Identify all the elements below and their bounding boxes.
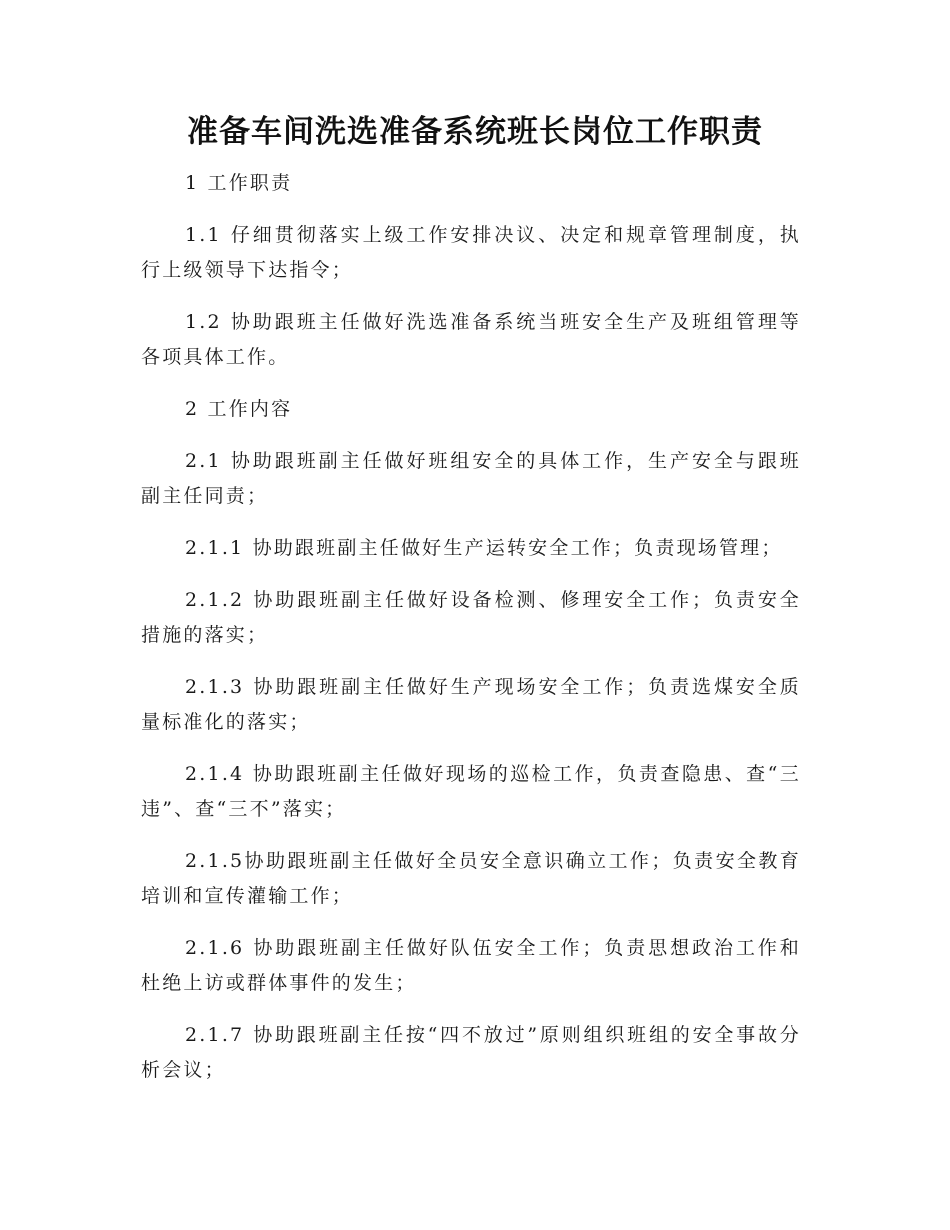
- paragraph-1-2: 1.2 协助跟班主任做好洗选准备系统当班安全生产及班组管理等各项具体工作。: [141, 311, 801, 368]
- paragraph-2-1-7: 2.1.7 协助跟班副主任按“四不放过”原则组织班组的安全事故分析会议；: [141, 1024, 801, 1081]
- paragraph-2-1-1: 2.1.1 协助跟班副主任做好生产运转安全工作；负责现场管理；: [185, 537, 783, 559]
- paragraph-2-1-4: 2.1.4 协助跟班副主任做好现场的巡检工作，负责查隐患、查“三违”、查“三不”落实；: [141, 763, 801, 820]
- paragraph-2-1-2: 2.1.2 协助跟班副主任做好设备检测、修理安全工作；负责安全措施的落实；: [141, 589, 801, 646]
- document-title: 准备车间洗选准备系统班长岗位工作职责: [187, 114, 763, 150]
- document-body: [141, 166, 801, 1105]
- paragraph-1-1: 1.1 仔细贯彻落实上级工作安排决议、决定和规章管理制度，执行上级领导下达指令；: [141, 224, 801, 281]
- paragraph-2-1-5: 2.1.5协助跟班副主任做好全员安全意识确立工作；负责安全教育培训和宣传灌输工作；: [141, 850, 801, 907]
- paragraph-2-1-3: 2.1.3 协助跟班副主任做好生产现场安全工作；负责选煤安全质量标准化的落实；: [141, 676, 801, 733]
- paragraph-2-1: 2.1 协助跟班副主任做好班组安全的具体工作，生产安全与跟班副主任同责；: [141, 450, 801, 507]
- section-heading-2: 2 工作内容: [185, 398, 293, 420]
- section-heading-1: 1 工作职责: [185, 172, 293, 194]
- paragraph-2-1-6: 2.1.6 协助跟班副主任做好队伍安全工作；负责思想政治工作和杜绝上访或群体事件的发生；: [141, 937, 801, 994]
